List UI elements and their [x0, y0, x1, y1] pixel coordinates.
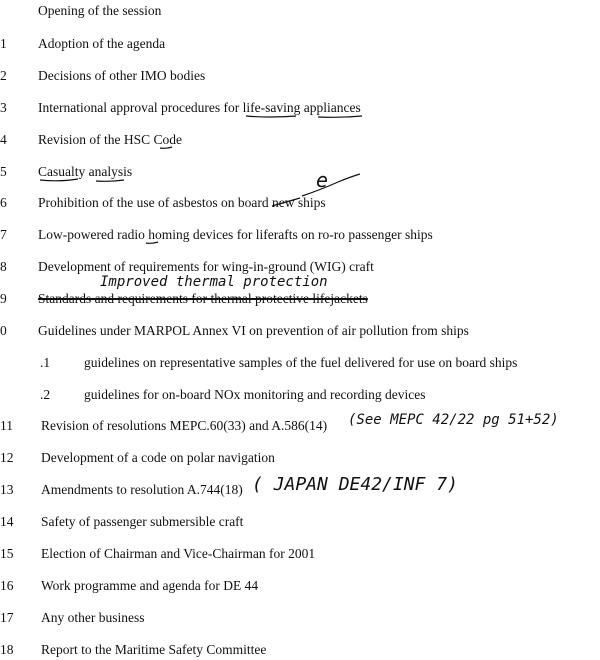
item-number: 18: [0, 642, 14, 657]
agenda-item-15: [0, 544, 600, 564]
item-text: International approval procedures for life-saving appliances: [38, 100, 361, 115]
agenda-item-3: [0, 98, 600, 118]
item-number: 13: [0, 482, 14, 497]
agenda-item-6: [0, 193, 600, 213]
item-text: Work programme and agenda for DE 44: [41, 578, 259, 593]
opening-text: Opening of the session: [38, 3, 162, 18]
agenda-item-1: [0, 34, 600, 54]
item-number: 14: [0, 514, 14, 529]
item-text: Development of requirements for wing-in-ground (WIG) craft: [38, 259, 374, 274]
handwritten-note-item13: ( JAPAN DE42/INF 7): [252, 474, 458, 495]
item-text: Guidelines under MARPOL Annex VI on prevention of air pollution from ships: [38, 323, 469, 338]
item-number: 2: [0, 68, 7, 83]
subitem-text: guidelines for on-board NOx monitoring and recording devices: [84, 387, 426, 402]
agenda-item-7: [0, 225, 600, 245]
item-text: Adoption of the agenda: [38, 36, 166, 51]
item-text: Any other business: [41, 610, 145, 625]
item-number: 4: [0, 132, 7, 147]
item-text: Report to the Maritime Safety Committee: [41, 642, 267, 657]
item-number: 11: [0, 418, 13, 433]
item-number: 5: [0, 164, 7, 179]
handwritten-note-item9: Improved thermal protection: [100, 274, 328, 290]
agenda-subitem-1: [0, 353, 600, 373]
item-number: 3: [0, 100, 7, 115]
item-text: Amendments to resolution A.744(18): [41, 482, 243, 497]
handwritten-note-item11: (See MEPC 42/22 pg 51+52): [348, 412, 559, 428]
subitem-text: guidelines on representative samples of the fuel delivered for use on board ships: [84, 355, 518, 370]
item-number: 17: [0, 610, 14, 625]
agenda-item-4: [0, 130, 600, 150]
item-text-struck: Standards and requirements for thermal protective lifejackets: [38, 291, 368, 306]
agenda-item-9: [0, 289, 600, 309]
item-number: 12: [0, 450, 14, 465]
item-text: Casualty analysis: [38, 164, 133, 179]
item-text: Revision of the HSC Code: [38, 132, 182, 147]
item-number: 6: [0, 195, 7, 210]
item-number: 7: [0, 227, 7, 242]
opening-line: [0, 1, 600, 21]
agenda-item-2: [0, 66, 600, 86]
item-text: Election of Chairman and Vice-Chairman for 2001: [41, 546, 316, 561]
item-number: 9: [0, 291, 7, 306]
handwritten-insert-e: e: [316, 168, 329, 192]
item-number: 1: [0, 36, 7, 51]
agenda-subitem-2: [0, 385, 600, 405]
agenda-item-18: [0, 640, 600, 660]
item-text: Development of a code on polar navigation: [41, 450, 275, 465]
item-text: Revision of resolutions MEPC.60(33) and A.586(14): [41, 418, 328, 433]
item-number: 15: [0, 546, 14, 561]
agenda-item-16: [0, 576, 600, 596]
item-number: 0: [0, 323, 7, 338]
item-text: Safety of passenger submersible craft: [41, 514, 244, 529]
item-number: 8: [0, 259, 7, 274]
agenda-item-5: [0, 162, 600, 182]
agenda-item-10: [0, 321, 600, 341]
item-text: Low-powered radio homing devices for liferafts on ro-ro passenger ships: [38, 227, 433, 242]
item-text: Prohibition of the use of asbestos on board new ships: [38, 195, 326, 210]
agenda-item-17: [0, 608, 600, 628]
item-text: Decisions of other IMO bodies: [38, 68, 206, 83]
agenda-item-14: [0, 512, 600, 532]
agenda-item-12: [0, 448, 600, 468]
subitem-number: .2: [40, 387, 51, 402]
item-number: 16: [0, 578, 14, 593]
subitem-number: .1: [40, 355, 51, 370]
